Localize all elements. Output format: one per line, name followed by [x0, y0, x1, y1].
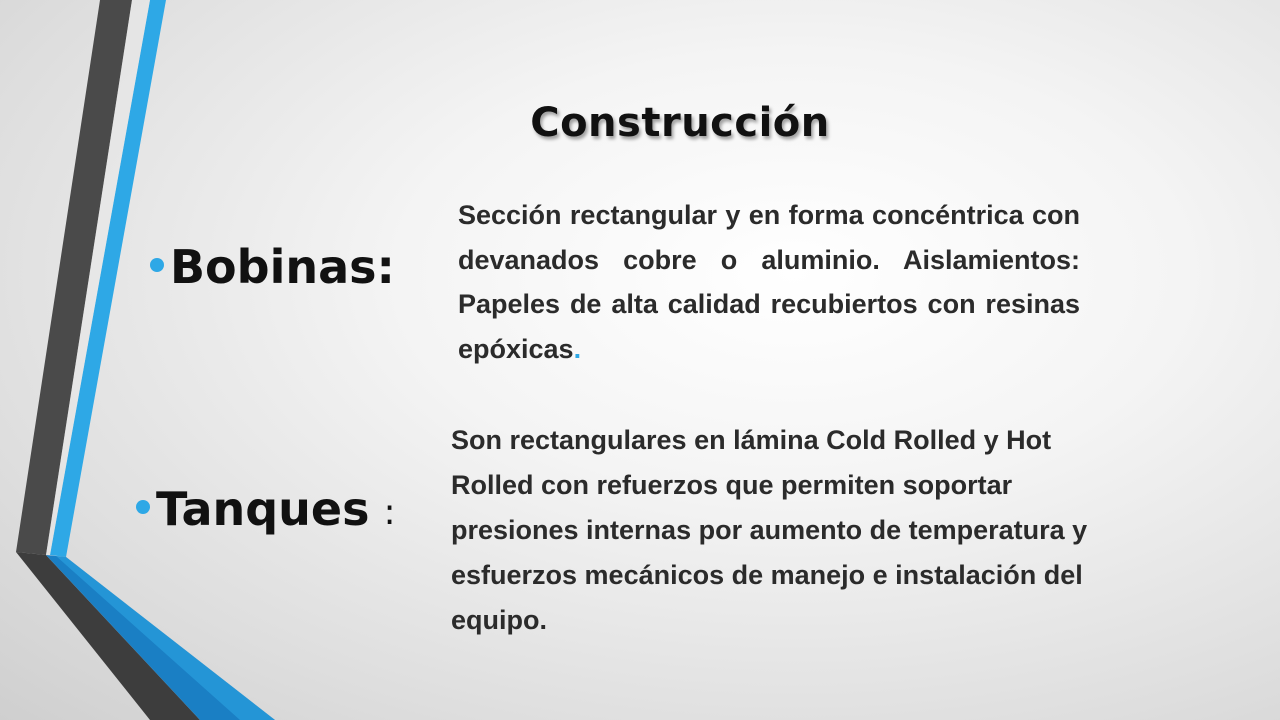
description-bobinas-text: Sección rectangular y en forma concéntrica con devanados cobre o aluminio. Aislamientos: Papeles de alta calidad recubiertos con resinas epóxicas — [458, 200, 1080, 364]
slide-title: Construcción — [530, 100, 830, 146]
bullet-dot-icon — [136, 500, 150, 514]
bullet-label-bobinas: Bobinas: — [170, 240, 395, 294]
description-tanques: Son rectangulares en lámina Cold Rolled y Hot Rolled con refuerzos que permiten soportar presiones internas por aumento de temperatura y esfuerzos mecánicos de manejo e instalación del equipo. — [451, 425, 1088, 635]
description-bobinas — [458, 193, 1080, 371]
bullet-colon-tanques: : — [383, 492, 396, 533]
bullet-bobinas — [150, 240, 395, 294]
bullet-dot-icon — [150, 258, 164, 272]
bullet-label-tanques: Tanques — [156, 482, 370, 536]
description-bobinas-trailing: . — [573, 333, 582, 364]
bullet-tanques — [136, 482, 396, 536]
dark-diagonal-band — [16, 552, 200, 720]
